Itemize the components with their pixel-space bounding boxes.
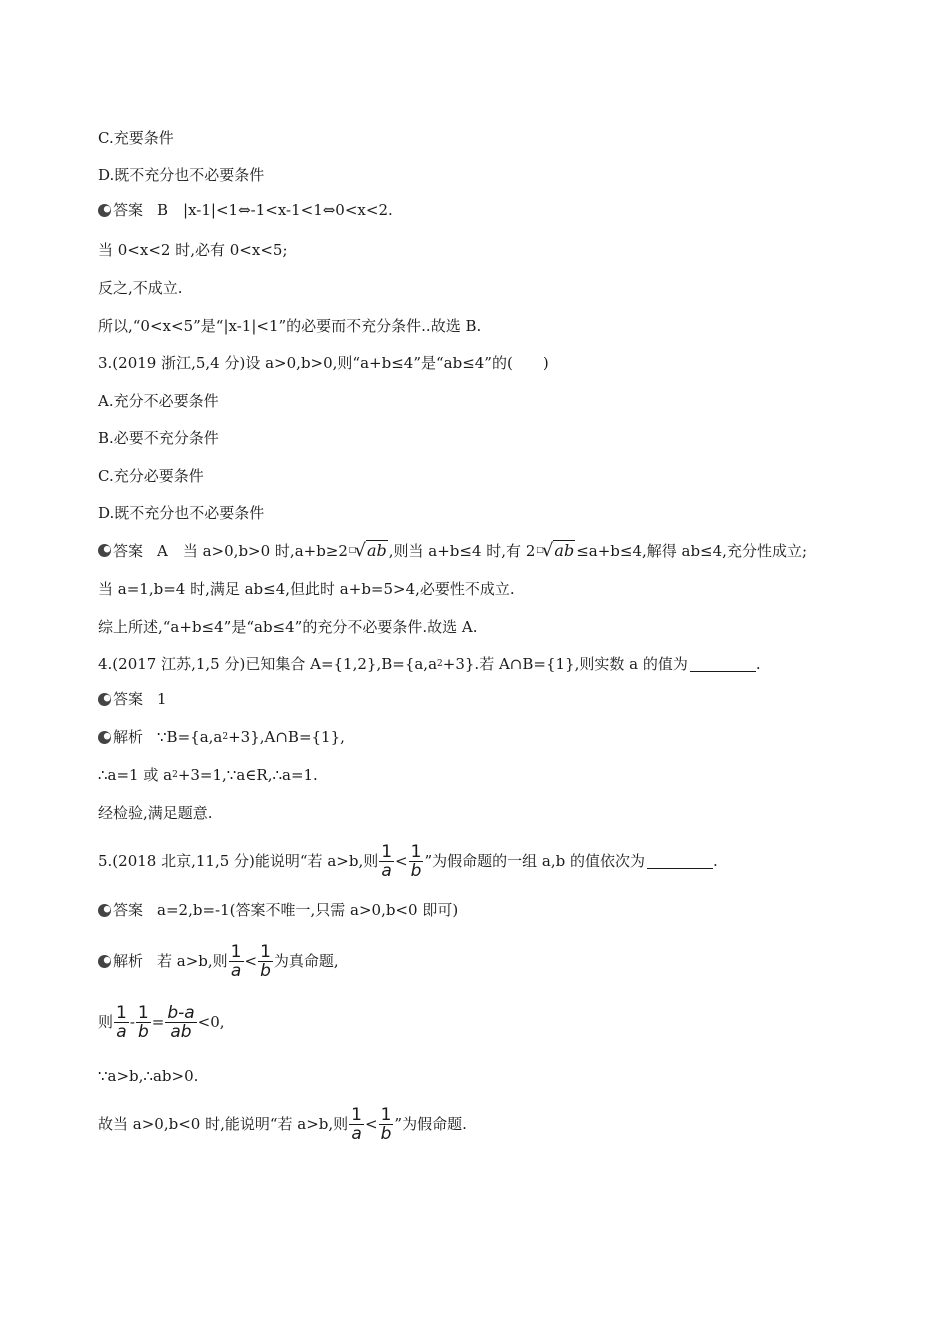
- equation-line: 则 $\frac{1}{a}$ - $\frac{1}{b}$ = $\frac{b-a}{ab}$ <0,: [98, 1002, 225, 1042]
- analysis-tag: 解析: [98, 727, 143, 747]
- fraction-1-over-a: $\frac{1}{a}$: [230, 941, 242, 981]
- analysis-tag-icon: [98, 955, 111, 968]
- question-5: 5.(2018 北京,11,5 分)能说明“若 a>b,则 $\frac{1}{a}$ < $\frac{1}{b}$ ”为假命题的一组 a,b 的值依次为 .: [98, 841, 718, 881]
- text-line: 经检验,满足题意.: [98, 804, 213, 822]
- fraction-1-over-b: $\frac{1}{b}$: [137, 1002, 149, 1042]
- text-line: ∵a>b,∴ab>0.: [98, 1067, 199, 1085]
- conclusion-line: 故当 a>0,b<0 时,能说明“若 a>b,则 $\frac{1}{a}$ < $\frac{1}{b}$ ”为假命题.: [98, 1104, 467, 1144]
- fraction-1-over-a: $\frac{1}{a}$: [116, 1002, 127, 1042]
- text-line: 当 0<x<2 时,必有 0<x<5;: [98, 241, 288, 259]
- analysis-tag-icon: [98, 731, 111, 744]
- text-line: 反之,不成立.: [98, 279, 183, 297]
- answer-blank: [647, 854, 713, 869]
- answer-tag-icon: [98, 904, 111, 917]
- question-3: 3.(2019 浙江,5,4 分)设 a>0,b>0,则“a+b≤4”是“ab≤4”的( ): [98, 354, 549, 372]
- analysis-tag: 解析: [98, 951, 143, 971]
- answer-tag: 答案: [98, 200, 143, 220]
- answer-tag: 答案: [98, 900, 143, 920]
- answer-line: 答案 B |x-1|<1⇔-1<x-1<1⇔0<x<2.: [98, 200, 393, 220]
- fraction-1-over-a: $\frac{1}{a}$: [351, 1104, 362, 1144]
- option-d: D.既不充分也不必要条件: [98, 504, 265, 522]
- answer-line: 答案 1: [98, 689, 167, 709]
- answer-line: 答案 a=2,b=-1(答案不唯一,只需 a>0,b<0 即可): [98, 900, 458, 920]
- fraction-b-minus-a-over-ab: $\frac{b-a}{ab}$: [167, 1002, 195, 1042]
- answer-tag-icon: [98, 204, 111, 217]
- fraction-1-over-b: $\frac{1}{b}$: [380, 1104, 392, 1144]
- option-b: B.必要不充分条件: [98, 429, 219, 447]
- answer-blank: [690, 657, 756, 672]
- radical: □ √ ab: [348, 539, 387, 561]
- option-c: C.充要条件: [98, 129, 174, 147]
- analysis-line: 解析 ∵B={a,a 2 +3},A∩B={1},: [98, 727, 345, 747]
- answer-tag-icon: [98, 544, 111, 557]
- answer-tag: 答案: [98, 689, 143, 709]
- answer-line: 答案 A 当 a>0,b>0 时,a+b≥2 □ √ ab ,则当 a+b≤4 时,有 2 □ √ ab ≤a+b≤4,解得 ab≤4,充分性成立;: [98, 540, 807, 561]
- fraction-1-over-b: $\frac{1}{b}$: [410, 841, 422, 881]
- option-d: D.既不充分也不必要条件: [98, 166, 265, 184]
- text-line: ∴a=1 或 a 2 +3=1,∵a∈R,∴a=1.: [98, 766, 318, 784]
- analysis-line: 解析 若 a>b,则 $\frac{1}{a}$ < $\frac{1}{b}$ 为真命题,: [98, 942, 339, 980]
- option-a: A.充分不必要条件: [98, 392, 219, 410]
- radical: □ √ ab: [536, 539, 575, 561]
- answer-tag: 答案: [98, 541, 143, 561]
- text-line: 所以,“0<x<5”是“|x-1|<1”的必要而不充分条件..故选 B.: [98, 317, 482, 335]
- fraction-1-over-b: $\frac{1}{b}$: [260, 941, 271, 981]
- question-4: 4.(2017 江苏,1,5 分)已知集合 A={1,2},B={a,a 2 +3}.若 A∩B={1},则实数 a 的值为 .: [98, 655, 761, 673]
- text-line: 综上所述,“a+b≤4”是“ab≤4”的充分不必要条件.故选 A.: [98, 618, 478, 636]
- text-line: 当 a=1,b=4 时,满足 ab≤4,但此时 a+b=5>4,必要性不成立.: [98, 580, 515, 598]
- option-c: C.充分必要条件: [98, 467, 204, 485]
- fraction-1-over-a: $\frac{1}{a}$: [381, 841, 393, 881]
- answer-tag-icon: [98, 693, 111, 706]
